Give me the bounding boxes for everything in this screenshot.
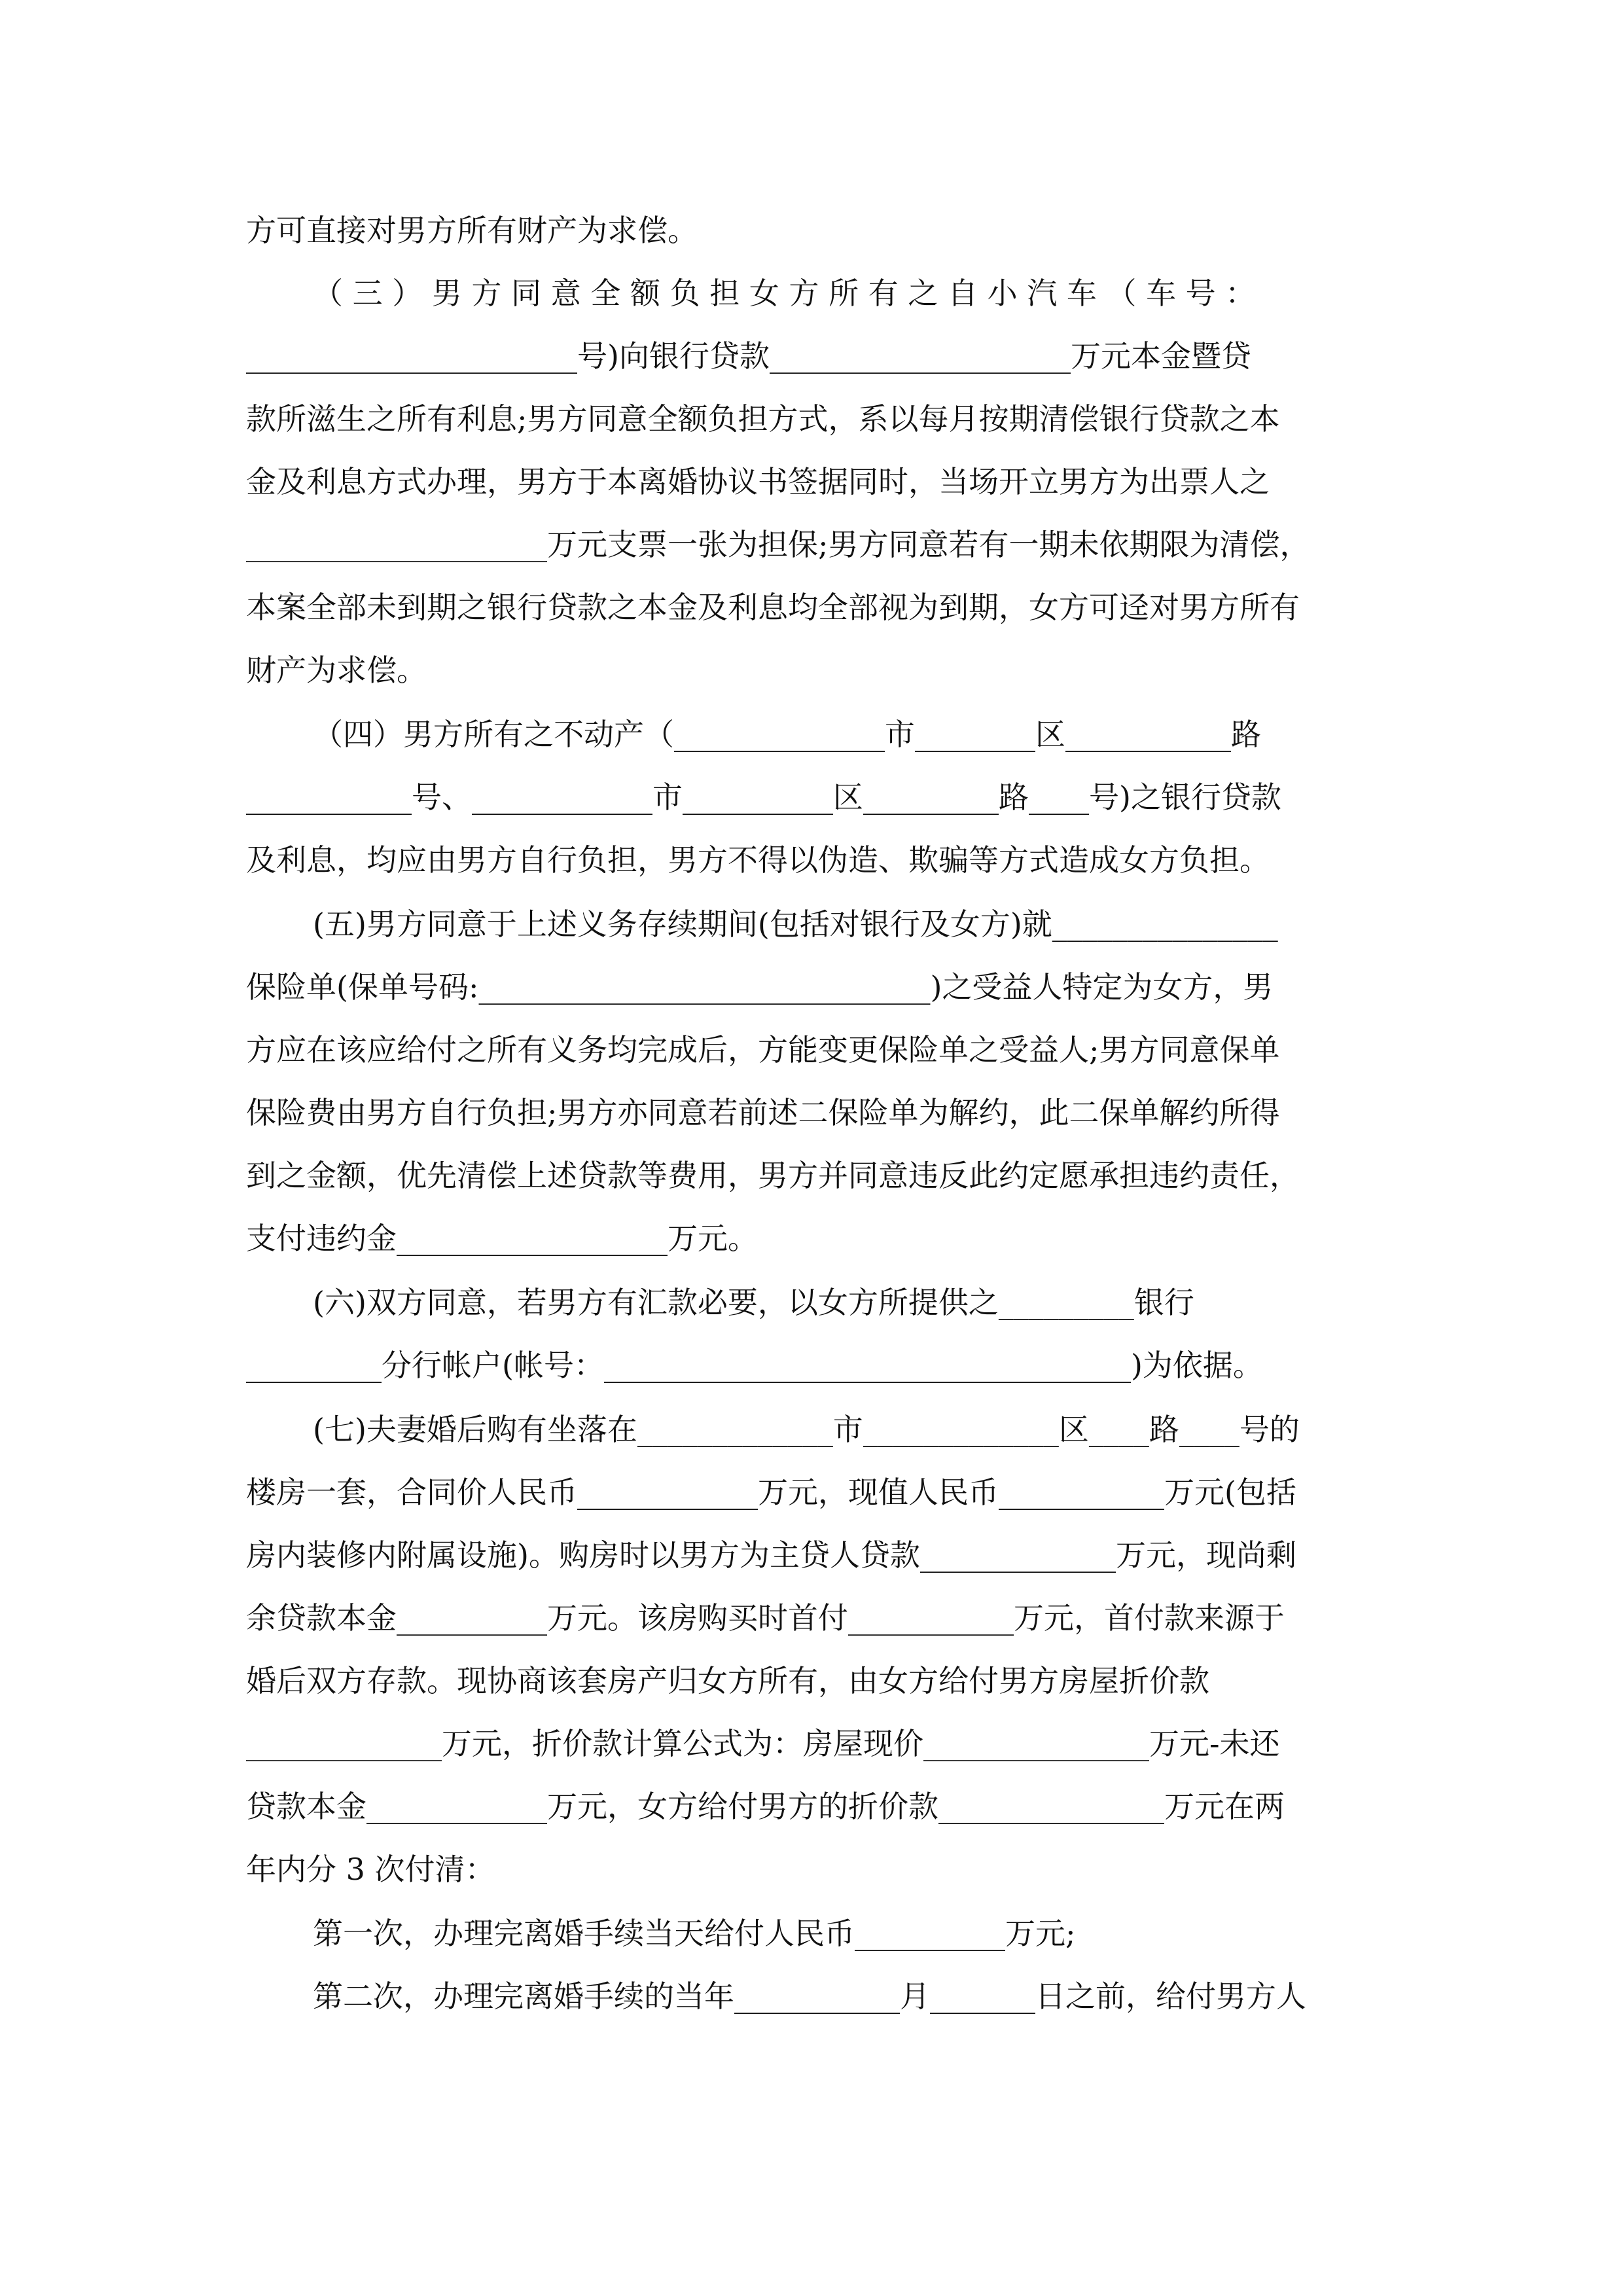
text-line: 第一次，办理完离婚手续当天给付人民币__________万元; — [313, 1916, 1076, 1951]
text-line: 保险费由男方自行负担;男方亦同意若前述二保险单为解约，此二保单解约所得 — [246, 1095, 1280, 1130]
text-line: 婚后双方存款。现协商该套房产归女方所有，由女方给付男方房屋折价款 — [246, 1663, 1209, 1698]
text-line: 保险单(保单号码:______________________________)之受益人特定为女方，男 — [246, 969, 1274, 1005]
text-line: （ 三 ） 男 方 同 意 全 额 负 担 女 方 所 有 之 自 小 汽 车 （ 车 号 ： — [313, 276, 1256, 311]
text-line: 本案全部未到期之银行贷款之本金及利息均全部视为到期，女方可迳对男方所有 — [246, 590, 1300, 625]
text-line: (六)双方同意，若男方有汇款必要，以女方所提供之_________银行 — [313, 1285, 1194, 1320]
text-line: 第二次，办理完离婚手续的当年___________月_______日之前，给付男方人 — [313, 1979, 1306, 2014]
text-line: 年内分 3 次付清： — [246, 1852, 495, 1887]
text-line: (五)男方同意于上述义务存续期间(包括对银行及女方)就_______________ — [313, 906, 1278, 942]
text-line: 方应在该应给付之所有义务均完成后，方能变更保险单之受益人;男方同意保单 — [246, 1032, 1280, 1067]
text-line: 支付违约金__________________万元。 — [246, 1221, 758, 1256]
text-line: 金及利息方式办理，男方于本离婚协议书签据同时，当场开立男方为出票人之 — [246, 464, 1270, 499]
text-line: 房内装修内附属设施)。购房时以男方为主贷人贷款_____________万元，现尚剩 — [246, 1537, 1296, 1573]
text-line: 楼房一套，合同价人民币____________万元，现值人民币___________万元(包括 — [246, 1475, 1296, 1510]
text-line: ______________________号)向银行贷款____________________万元本金暨贷 — [246, 338, 1251, 374]
text-line: （四）男方所有之不动产（______________市________区___________路 — [313, 717, 1261, 752]
text-line: (七)夫妻婚后购有坐落在_____________市_____________区____路____号的 — [313, 1412, 1300, 1447]
text-line: 方可直接对男方所有财产为求偿。 — [246, 213, 698, 248]
text-line: 款所滋生之所有利息;男方同意全额负担方式，系以每月按期清偿银行贷款之本 — [246, 401, 1280, 437]
text-line: ____________________万元支票一张为担保;男方同意若有一期未依期限为清偿， — [246, 527, 1310, 562]
text-line: _____________万元，折价款计算公式为：房屋现价_______________万元-未还 — [246, 1726, 1280, 1761]
text-line: 及利息，均应由男方自行负担，男方不得以伪造、欺骗等方式造成女方负担。 — [246, 842, 1270, 878]
text-line: 到之金额，优先清偿上述贷款等费用，男方并同意违反此约定愿承担违约责任， — [246, 1158, 1300, 1193]
text-line: 余贷款本金__________万元。该房购买时首付___________万元，首付款来源于 — [246, 1600, 1285, 1636]
text-line: 贷款本金____________万元，女方给付男方的折价款_______________万元在两 — [246, 1789, 1285, 1824]
text-line: 财产为求偿。 — [246, 653, 427, 688]
text-line: _________分行帐户(帐号：___________________________________)为依据。 — [246, 1348, 1263, 1383]
text-line: ___________号、____________市__________区_________路____号)之银行贷款 — [246, 780, 1281, 815]
